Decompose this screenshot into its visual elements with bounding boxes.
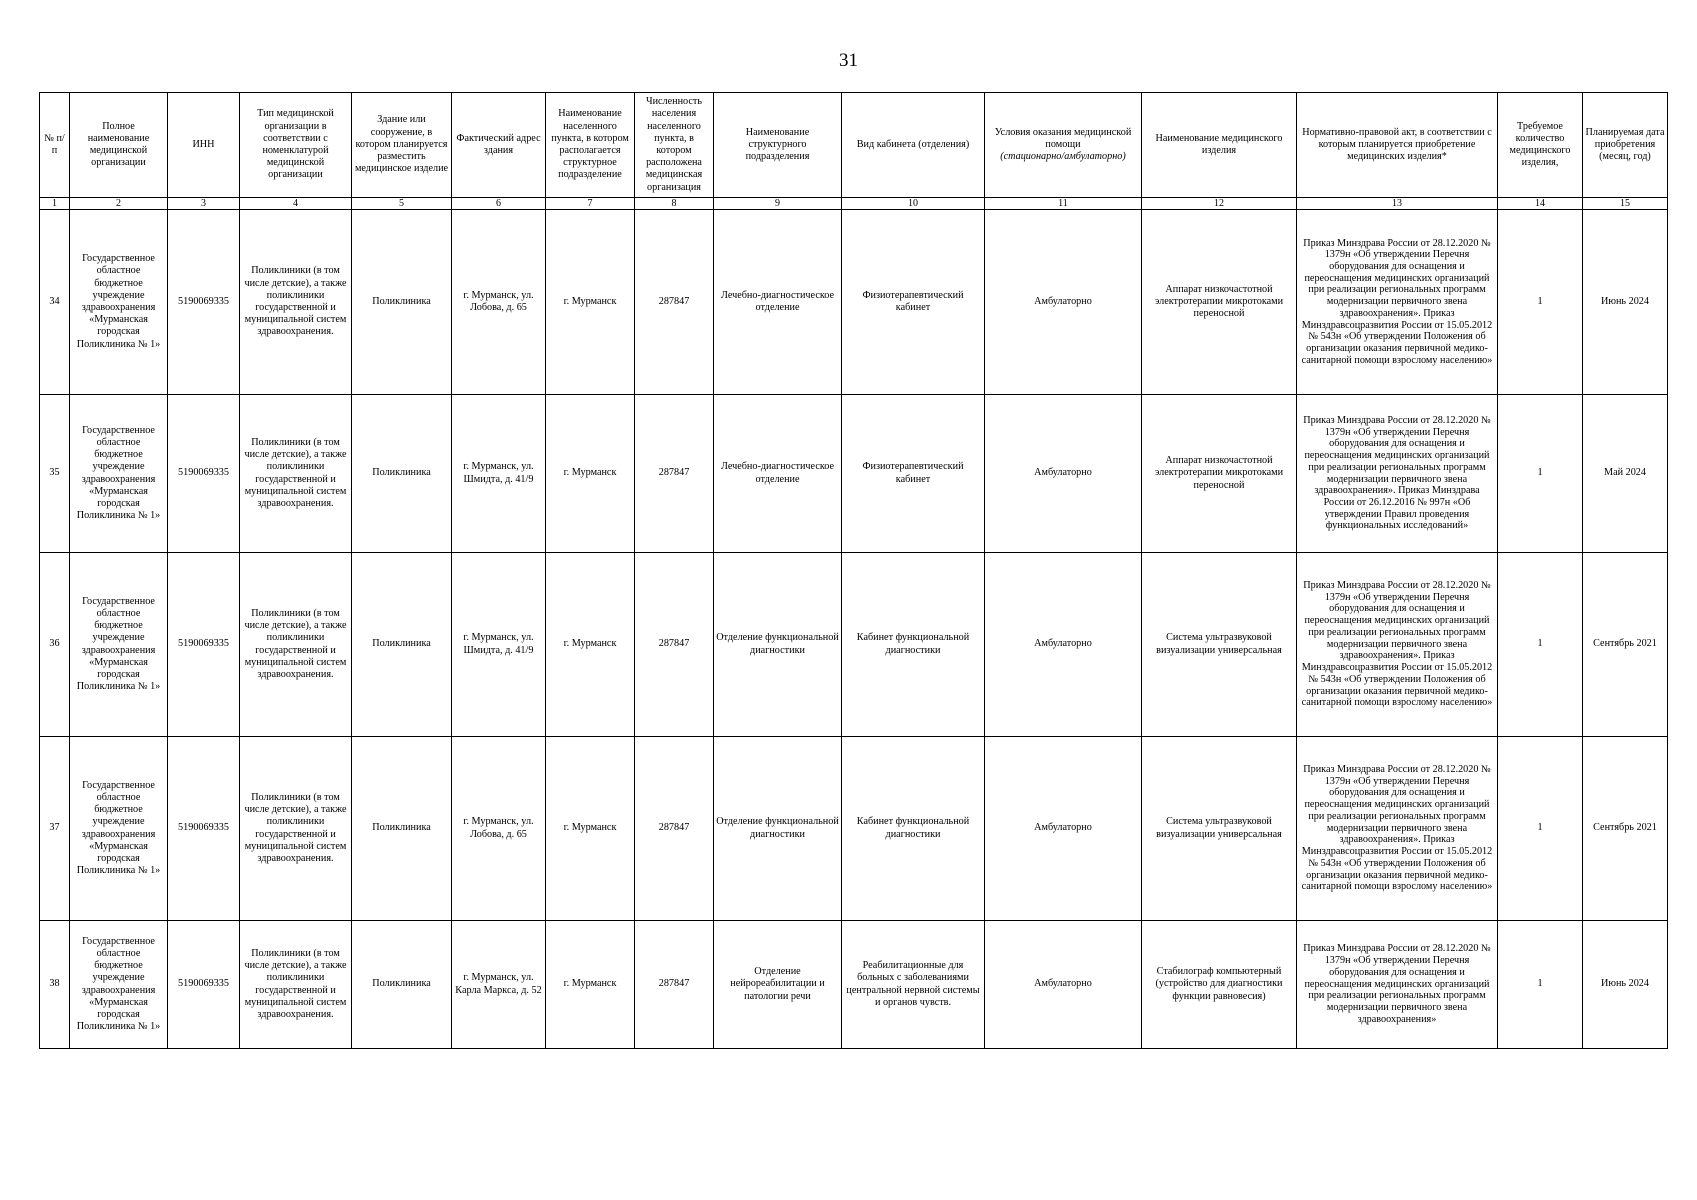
page-number: 31 [839,50,858,71]
legal-act-cell: Приказ Минздрава России от 28.12.2020 № 1379н «Об утверждении Перечня оборудования для оснащения и переоснащения медицинских организаций при реализации региональных программ модернизации первичного звена здравоохранения». Приказ Минздравсоцразвития России от 15.05.2012 № 543н «Об утверждении Положения об организации оказания первичной медико-санитарной помощи взрослому населению» [1297,737,1498,921]
cabinet-cell: Физиотерапевтический кабинет [842,395,985,553]
legal-act-cell: Приказ Минздрава России от 28.12.2020 № 1379н «Об утверждении Перечня оборудования для оснащения и переоснащения медицинских организаций при реализации региональных программ модернизации первичного звена здравоохранения» [1297,921,1498,1049]
settlement-cell: г. Мурманск [546,395,635,553]
header-cell: Фактический адрес здания [452,93,546,198]
quantity-cell: 1 [1498,395,1583,553]
table-row [40,737,1668,921]
org-type-cell: Поликлиники (в том числе детские), а также поликлиники государственной и муниципальной систем здравоохранения. [240,737,352,921]
header-cell: Планируемая дата приобретения (месяц, год) [1583,93,1668,198]
legal-act-cell: Приказ Минздрава России от 28.12.2020 № 1379н «Об утверждении Перечня оборудования для оснащения и переоснащения медицинских организаций при реализации региональных программ модернизации первичного звена здравоохранения». Приказ Минздравсоцразвития России от 15.05.2012 № 543н «Об утверждении Положения об организации оказания первичной медико-санитарной помощи взрослому населению» [1297,553,1498,737]
date-cell: Июнь 2024 [1583,210,1668,395]
header-cell: Наименование медицинского изделия [1142,93,1297,198]
column-number: 1 [40,198,70,210]
column-number: 6 [452,198,546,210]
settlement-cell: г. Мурманск [546,210,635,395]
header-cell: Наименование структурного подразделения [714,93,842,198]
header-text: Условия оказания медицинской помощи [994,126,1132,150]
division-cell: Лечебно-диагностическое отделение [714,395,842,553]
header-cell: Тип медицинской организации в соответствии с номенклатурой медицинской организации [240,93,352,198]
table-row [40,395,1668,553]
header-cell: Численность населения населенного пункта, в котором расположена медицинская организация [635,93,714,198]
population-cell: 287847 [635,210,714,395]
org-name-cell: Государственное областное бюджетное учреждение здравоохранения «Мурманская городская Поликлиника № 1» [70,395,168,553]
column-number: 3 [168,198,240,210]
building-cell: Поликлиника [352,395,452,553]
table-row [40,210,1668,395]
conditions-cell: Амбулаторно [985,553,1142,737]
division-cell: Отделение функциональной диагностики [714,737,842,921]
conditions-cell: Амбулаторно [985,737,1142,921]
table-row [40,921,1668,1049]
column-number: 2 [70,198,168,210]
date-cell: Май 2024 [1583,395,1668,553]
conditions-cell: Амбулаторно [985,210,1142,395]
header-note: (стационарно/амбулаторно) [1000,151,1126,163]
address-cell: г. Мурманск, ул. Лобова, д. 65 [452,737,546,921]
column-number: 11 [985,198,1142,210]
column-number: 14 [1498,198,1583,210]
inn-cell: 5190069335 [168,210,240,395]
header-cell: Полное наименование медицинской организации [70,93,168,198]
column-number: 12 [1142,198,1297,210]
population-cell: 287847 [635,395,714,553]
division-cell: Отделение нейрореабилитации и патологии речи [714,921,842,1049]
column-number: 4 [240,198,352,210]
conditions-cell: Амбулаторно [985,395,1142,553]
quantity-cell: 1 [1498,210,1583,395]
row-number: 38 [40,921,70,1049]
row-number: 36 [40,553,70,737]
org-name-cell: Государственное областное бюджетное учреждение здравоохранения «Мурманская городская Поликлиника № 1» [70,737,168,921]
org-name-cell: Государственное областное бюджетное учреждение здравоохранения «Мурманская городская Поликлиника № 1» [70,921,168,1049]
column-number: 8 [635,198,714,210]
header-cell: Наименование населенного пункта, в котором располагается структурное подразделение [546,93,635,198]
header-cell: ИНН [168,93,240,198]
legal-act-cell: Приказ Минздрава России от 28.12.2020 № 1379н «Об утверждении Перечня оборудования для оснащения и переоснащения медицинских организаций при реализации региональных программ модернизации первичного звена здравоохранения». Приказ Минздрава России от 26.12.2016 № 997н «Об утверждении Правил проведения функциональных исследований» [1297,395,1498,553]
column-number: 9 [714,198,842,210]
quantity-cell: 1 [1498,737,1583,921]
header-cell: Вид кабинета (отделения) [842,93,985,198]
date-cell: Сентябрь 2021 [1583,553,1668,737]
header-cell: Нормативно-правовой акт, в соответствии с которым планируется приобретение медицинских изделия* [1297,93,1498,198]
settlement-cell: г. Мурманск [546,921,635,1049]
division-cell: Отделение функциональной диагностики [714,553,842,737]
device-cell: Аппарат низкочастотной электротерапии микротоками переносной [1142,210,1297,395]
org-type-cell: Поликлиники (в том числе детские), а также поликлиники государственной и муниципальной систем здравоохранения. [240,553,352,737]
division-cell: Лечебно-диагностическое отделение [714,210,842,395]
date-cell: Июнь 2024 [1583,921,1668,1049]
inn-cell: 5190069335 [168,395,240,553]
address-cell: г. Мурманск, ул. Шмидта, д. 41/9 [452,395,546,553]
building-cell: Поликлиника [352,210,452,395]
column-number: 7 [546,198,635,210]
building-cell: Поликлиника [352,921,452,1049]
header-cell: Здание или сооружение, в котором планируется разместить медицинское изделие [352,93,452,198]
settlement-cell: г. Мурманск [546,553,635,737]
row-number: 34 [40,210,70,395]
row-number: 37 [40,737,70,921]
column-number: 5 [352,198,452,210]
org-type-cell: Поликлиники (в том числе детские), а также поликлиники государственной и муниципальной систем здравоохранения. [240,395,352,553]
device-cell: Система ультразвуковой визуализации универсальная [1142,553,1297,737]
org-name-cell: Государственное областное бюджетное учреждение здравоохранения «Мурманская городская Поликлиника № 1» [70,553,168,737]
population-cell: 287847 [635,553,714,737]
building-cell: Поликлиника [352,737,452,921]
address-cell: г. Мурманск, ул. Шмидта, д. 41/9 [452,553,546,737]
conditions-cell: Амбулаторно [985,921,1142,1049]
table-row [40,553,1668,737]
table-header-row [40,93,1668,198]
address-cell: г. Мурманск, ул. Лобова, д. 65 [452,210,546,395]
column-number-row [40,198,1668,210]
header-cell [985,93,1142,198]
legal-act-cell: Приказ Минздрава России от 28.12.2020 № 1379н «Об утверждении Перечня оборудования для оснащения и переоснащения медицинских организаций при реализации региональных программ модернизации первичного звена здравоохранения». Приказ Минздравсоцразвития России от 15.05.2012 № 543н «Об утверждении Положения об организации оказания первичной медико-санитарной помощи взрослому населению» [1297,210,1498,395]
header-cell: № п/п [40,93,70,198]
population-cell: 287847 [635,921,714,1049]
quantity-cell: 1 [1498,921,1583,1049]
column-number: 10 [842,198,985,210]
org-type-cell: Поликлиники (в том числе детские), а также поликлиники государственной и муниципальной систем здравоохранения. [240,210,352,395]
cabinet-cell: Кабинет функциональной диагностики [842,553,985,737]
column-number: 13 [1297,198,1498,210]
device-cell: Система ультразвуковой визуализации универсальная [1142,737,1297,921]
cabinet-cell: Кабинет функциональной диагностики [842,737,985,921]
column-number: 15 [1583,198,1668,210]
date-cell: Сентябрь 2021 [1583,737,1668,921]
address-cell: г. Мурманск, ул. Карла Маркса, д. 52 [452,921,546,1049]
device-cell: Аппарат низкочастотной электротерапии микротоками переносной [1142,395,1297,553]
inn-cell: 5190069335 [168,921,240,1049]
inn-cell: 5190069335 [168,737,240,921]
settlement-cell: г. Мурманск [546,737,635,921]
device-cell: Стабилограф компьютерный (устройство для диагностики функции равновесия) [1142,921,1297,1049]
medical-equipment-table [39,92,1668,1049]
quantity-cell: 1 [1498,553,1583,737]
org-type-cell: Поликлиники (в том числе детские), а также поликлиники государственной и муниципальной систем здравоохранения. [240,921,352,1049]
header-cell: Требуемое количество медицинского изделия, [1498,93,1583,198]
inn-cell: 5190069335 [168,553,240,737]
cabinet-cell: Физиотерапевтический кабинет [842,210,985,395]
org-name-cell: Государственное областное бюджетное учреждение здравоохранения «Мурманская городская Поликлиника № 1» [70,210,168,395]
row-number: 35 [40,395,70,553]
building-cell: Поликлиника [352,553,452,737]
cabinet-cell: Реабилитационные для больных с заболеваниями центральной нервной системы и органов чувств. [842,921,985,1049]
population-cell: 287847 [635,737,714,921]
